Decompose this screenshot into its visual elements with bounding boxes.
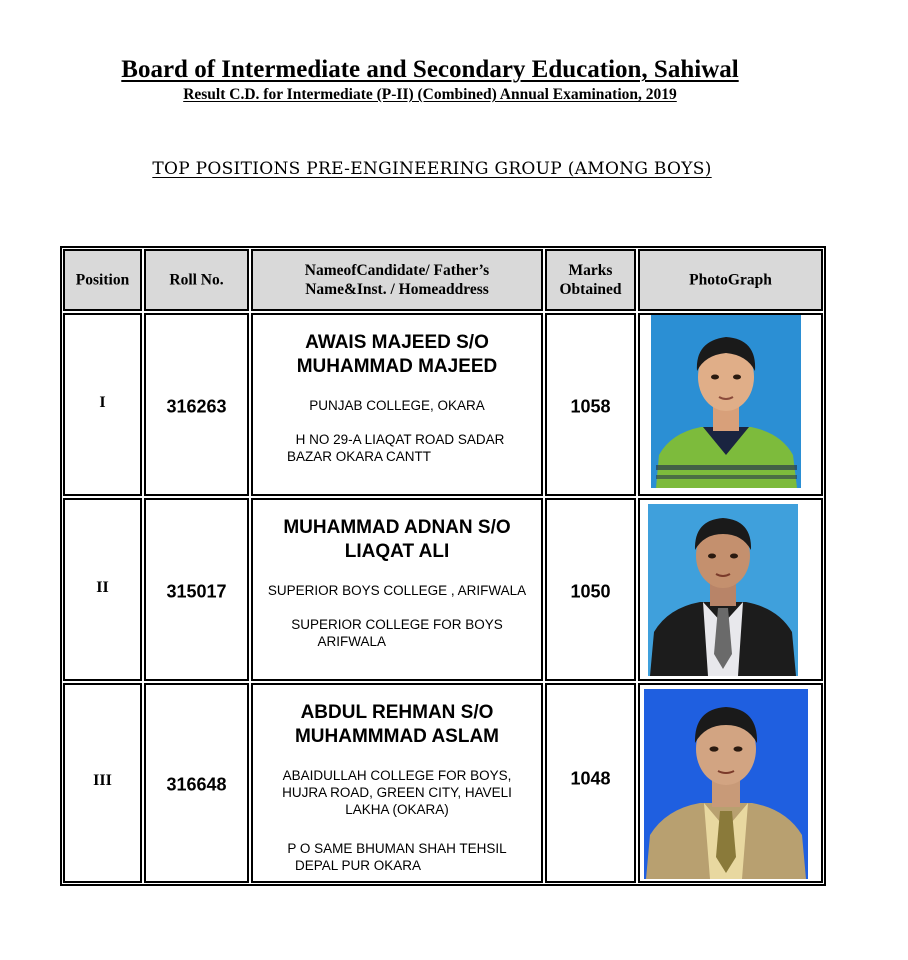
marks-obtained: 1048 xyxy=(570,768,611,789)
roll-number: 315017 xyxy=(166,581,227,602)
home-address-line2: ARIFWALA xyxy=(317,634,386,649)
row2-roll-cell xyxy=(144,498,249,681)
position-value: II xyxy=(96,578,109,596)
row1-position-cell xyxy=(63,313,142,496)
candidate-photo xyxy=(648,504,798,676)
row3-name-cell xyxy=(251,683,543,883)
candidate-name: MUHAMMAD ADNAN S/O xyxy=(283,517,511,538)
position-value: I xyxy=(99,393,106,411)
institute: PUNJAB COLLEGE, OKARA xyxy=(309,398,485,413)
home-address: P O SAME BHUMAN SHAH TEHSIL xyxy=(287,841,507,856)
father-name: MUHAMMAD MAJEED xyxy=(296,356,498,377)
marks-obtained: 1058 xyxy=(570,396,611,417)
row2-name-cell xyxy=(251,498,543,681)
portrait-image xyxy=(648,504,798,676)
row3-marks-cell xyxy=(545,683,636,883)
candidate-photo xyxy=(651,315,801,488)
header-roll-no: Roll No. xyxy=(144,249,249,311)
institute-line3: LAKHA (OKARA) xyxy=(345,802,449,817)
candidate-name: AWAIS MAJEED S/O xyxy=(305,332,489,353)
section-heading: TOP POSITIONS PRE-ENGINEERING GROUP (AMONG BOYS) xyxy=(152,159,712,179)
header-photograph: PhotoGraph xyxy=(638,249,823,311)
portrait-image xyxy=(644,689,808,879)
row1-marks-cell xyxy=(545,313,636,496)
home-address-line2: BAZAR OKARA CANTT xyxy=(286,449,431,464)
header-position: Position xyxy=(63,249,142,311)
father-name: LIAQAT ALI xyxy=(344,541,450,562)
row1-name-cell xyxy=(251,313,543,496)
row2-photo-cell xyxy=(638,498,823,681)
header-name: NameofCandidate/ Father’s Name&Inst. / Homeaddress xyxy=(251,249,543,311)
row2-marks-cell xyxy=(545,498,636,681)
position-value: III xyxy=(93,772,112,790)
row1-roll-cell xyxy=(144,313,249,496)
row3-position-cell xyxy=(63,683,142,883)
institute: SUPERIOR BOYS COLLEGE , ARIFWALA xyxy=(267,583,527,598)
result-subtitle: Result C.D. for Intermediate (P-II) (Combined) Annual Examination, 2019 xyxy=(183,86,677,103)
candidate-photo xyxy=(644,689,808,879)
candidate-name: ABDUL REHMAN S/O xyxy=(300,702,494,723)
roll-number: 316263 xyxy=(166,396,227,417)
header-marks: Marks Obtained xyxy=(545,249,636,311)
roll-number: 316648 xyxy=(166,774,227,795)
row3-photo-cell xyxy=(638,683,823,883)
institute: ABAIDULLAH COLLEGE FOR BOYS, xyxy=(282,768,512,783)
row3-roll-cell xyxy=(144,683,249,883)
marks-obtained: 1050 xyxy=(570,581,611,602)
home-address: SUPERIOR COLLEGE FOR BOYS xyxy=(291,617,503,632)
portrait-image xyxy=(651,315,801,488)
row1-photo-cell xyxy=(638,313,823,496)
home-address: H NO 29-A LIAQAT ROAD SADAR xyxy=(295,432,505,447)
institute-line2: HUJRA ROAD, GREEN CITY, HAVELI xyxy=(282,785,512,800)
father-name: MUHAMMMAD ASLAM xyxy=(294,726,500,747)
home-address-line2: DEPAL PUR OKARA xyxy=(294,858,421,873)
row2-position-cell xyxy=(63,498,142,681)
board-title: Board of Intermediate and Secondary Education, Sahiwal xyxy=(121,56,739,83)
